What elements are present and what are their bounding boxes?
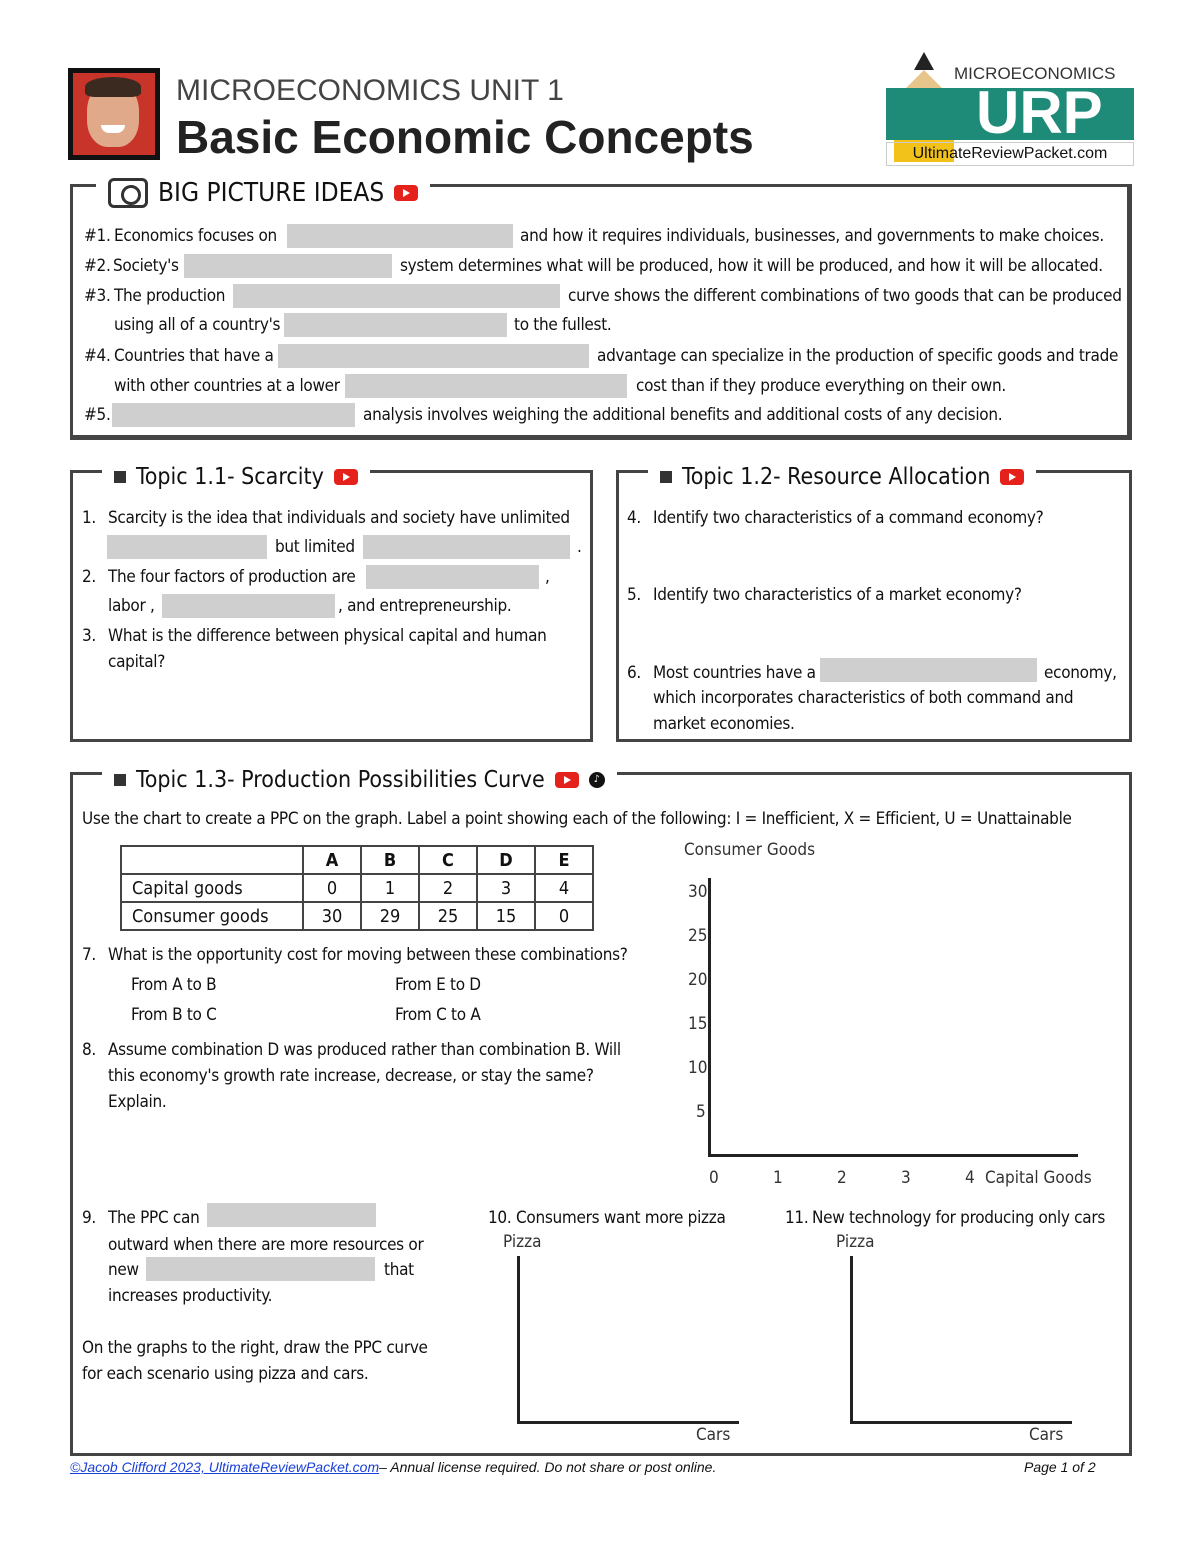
q10-text: Consumers want more pizza bbox=[516, 1208, 726, 1228]
topic-1-3-title: Topic 1.3- Production Possibilities Curve bbox=[136, 767, 545, 793]
idea-2-number: #2. bbox=[84, 256, 111, 276]
q9-text-line3: new bbox=[108, 1260, 139, 1280]
q7-number: 7. bbox=[82, 945, 96, 965]
q7-from-e-to-d: From E to D bbox=[395, 975, 481, 995]
table-corner bbox=[121, 846, 303, 874]
youtube-icon[interactable] bbox=[334, 469, 358, 485]
q7-from-b-to-c: From B to C bbox=[131, 1005, 217, 1025]
q5-number: 5. bbox=[627, 585, 641, 605]
footer-note: – Annual license required. Do not share or post online. bbox=[379, 1459, 717, 1475]
table-row-label: Consumer goods bbox=[121, 902, 303, 930]
q1-text: Scarcity is the idea that individuals and society have unlimited bbox=[108, 508, 570, 528]
q9-blank-a[interactable] bbox=[207, 1203, 376, 1227]
q1-text-mid: but limited bbox=[275, 537, 355, 557]
q6-blank[interactable] bbox=[820, 658, 1037, 682]
q3-text: What is the difference between physical capital and human bbox=[108, 626, 547, 646]
big-picture-heading bbox=[96, 176, 430, 210]
q1-text-end: . bbox=[577, 537, 582, 557]
draw-instruction-line2: for each scenario using pizza and cars. bbox=[82, 1364, 369, 1384]
tiktok-icon[interactable]: ♪ bbox=[589, 772, 605, 788]
q7-text: What is the opportunity cost for moving between these combinations? bbox=[108, 945, 628, 965]
y-tick-label: 25 bbox=[688, 926, 708, 946]
idea-1-text: Economics focuses on bbox=[114, 226, 277, 246]
table-cell: 2 bbox=[419, 874, 477, 902]
idea-1-text-end: and how it requires individuals, businesses, and governments to make choices. bbox=[520, 226, 1104, 246]
youtube-icon[interactable] bbox=[1000, 469, 1024, 485]
page-number: Page 1 of 2 bbox=[1024, 1459, 1096, 1475]
q9-text: The PPC can bbox=[108, 1208, 200, 1228]
table-header: C bbox=[419, 846, 477, 874]
topic-1-3-heading bbox=[102, 763, 617, 797]
x-tick-label: 0 bbox=[709, 1168, 719, 1188]
table-cell: 0 bbox=[535, 902, 593, 930]
idea-4-text-mid: advantage can specialize in the production of specific goods and trade bbox=[597, 346, 1119, 366]
q2-blank-b[interactable] bbox=[162, 594, 335, 618]
topic-1-2-heading bbox=[648, 460, 1036, 494]
idea-3-number: #3. bbox=[84, 286, 111, 306]
idea-5-blank[interactable] bbox=[112, 403, 355, 427]
q1-blank-b[interactable] bbox=[363, 535, 570, 559]
q6-text-line3: market economies. bbox=[653, 714, 795, 734]
q4-number: 4. bbox=[627, 508, 641, 528]
q9-text-mid: that bbox=[384, 1260, 414, 1280]
x-tick-label: 4 bbox=[965, 1168, 975, 1188]
table-cell: 30 bbox=[303, 902, 361, 930]
footer bbox=[70, 1459, 716, 1475]
square-bullet-icon bbox=[114, 471, 126, 483]
idea-3-blank-b[interactable] bbox=[284, 313, 507, 337]
q8-text: Assume combination D was produced rather than combination B. Will bbox=[108, 1040, 621, 1060]
idea-2-text: Society's bbox=[113, 256, 179, 276]
page-title: Basic Economic Concepts bbox=[176, 111, 754, 163]
idea-5-number: #5. bbox=[84, 405, 111, 425]
q6-text-mid: economy, bbox=[1044, 663, 1117, 683]
y-tick-label: 5 bbox=[696, 1102, 706, 1122]
q8-text-line2: this economy's growth rate increase, decrease, or stay the same? bbox=[108, 1066, 594, 1086]
idea-2-blank[interactable] bbox=[184, 254, 392, 278]
q8-text-line3: Explain. bbox=[108, 1092, 167, 1112]
table-cell: 1 bbox=[361, 874, 419, 902]
q11-x-axis bbox=[850, 1421, 1072, 1424]
table-row bbox=[121, 902, 593, 930]
x-tick-label: 1 bbox=[773, 1168, 783, 1188]
x-tick-label: 2 bbox=[837, 1168, 847, 1188]
q11-y-label: Pizza bbox=[836, 1232, 875, 1252]
big-picture-title: BIG PICTURE IDEAS bbox=[158, 178, 385, 208]
q6-number: 6. bbox=[627, 663, 641, 683]
table-cell: 29 bbox=[361, 902, 419, 930]
idea-4-blank-a[interactable] bbox=[278, 344, 589, 368]
author-photo bbox=[68, 68, 160, 160]
q4-text: Identify two characteristics of a command economy? bbox=[653, 508, 1044, 528]
draw-instruction: On the graphs to the right, draw the PPC curve bbox=[82, 1338, 428, 1358]
idea-3-blank-a[interactable] bbox=[233, 284, 560, 308]
q11-x-label: Cars bbox=[1029, 1425, 1064, 1445]
q5-text: Identify two characteristics of a market economy? bbox=[653, 585, 1022, 605]
idea-3-text-end: to the fullest. bbox=[514, 315, 612, 335]
q11-text: New technology for producing only cars bbox=[812, 1208, 1106, 1228]
table-row bbox=[121, 874, 593, 902]
table-cell: 25 bbox=[419, 902, 477, 930]
ppc-graph[interactable] bbox=[660, 836, 1100, 1196]
y-tick-label: 20 bbox=[688, 970, 708, 990]
q7-from-c-to-a: From C to A bbox=[395, 1005, 481, 1025]
idea-5-text: analysis involves weighing the additional benefits and additional costs of any decision. bbox=[363, 405, 1003, 425]
y-axis bbox=[708, 878, 711, 1156]
q9-text-line2: outward when there are more resources or bbox=[108, 1235, 424, 1255]
youtube-icon[interactable] bbox=[394, 185, 418, 201]
table-header: D bbox=[477, 846, 535, 874]
q2-text-line2: labor , bbox=[108, 596, 155, 616]
y-tick-label: 15 bbox=[688, 1014, 708, 1034]
q11-number: 11. bbox=[785, 1208, 809, 1228]
table-cell: 15 bbox=[477, 902, 535, 930]
idea-4-blank-b[interactable] bbox=[345, 374, 627, 398]
q11-y-axis bbox=[850, 1256, 853, 1424]
q9-text-line4: increases productivity. bbox=[108, 1286, 273, 1306]
x-axis bbox=[708, 1154, 1078, 1157]
footer-link[interactable]: ©Jacob Clifford 2023, UltimateReviewPacket.com bbox=[70, 1459, 380, 1475]
q1-blank-a[interactable] bbox=[107, 535, 267, 559]
q10-x-label: Cars bbox=[696, 1425, 731, 1445]
table-cell: 3 bbox=[477, 874, 535, 902]
camera-icon bbox=[108, 178, 148, 208]
table-cell: 0 bbox=[303, 874, 361, 902]
topic-1-1-heading bbox=[102, 460, 370, 494]
table-cell: 4 bbox=[535, 874, 593, 902]
table-header: A bbox=[303, 846, 361, 874]
idea-2-text-end: system determines what will be produced, how it will be produced, and how it will be allocated. bbox=[400, 256, 1103, 276]
big-picture-box bbox=[70, 184, 1132, 440]
q2-blank-a[interactable] bbox=[366, 565, 539, 589]
urp-logo: MICROECONOMICS URP UltimateReviewPacket.com bbox=[886, 52, 1134, 168]
q8-number: 8. bbox=[82, 1040, 96, 1060]
ppc-instructions: Use the chart to create a PPC on the graph. Label a point showing each of the following: I = Inefficient, X = Efficient, U = Unattainable bbox=[82, 809, 1072, 829]
table-header: E bbox=[535, 846, 593, 874]
q9-number: 9. bbox=[82, 1208, 96, 1228]
q3-text-line2: capital? bbox=[108, 652, 166, 672]
x-axis-label: Capital Goods bbox=[985, 1168, 1092, 1188]
y-tick-label: 30 bbox=[688, 882, 708, 902]
idea-4-text-end: cost than if they produce everything on their own. bbox=[636, 376, 1006, 396]
q2-text-end: , and entrepreneurship. bbox=[338, 596, 512, 616]
q2-comma: , bbox=[545, 567, 550, 587]
ppc-table bbox=[120, 845, 594, 931]
q10-y-label: Pizza bbox=[503, 1232, 542, 1252]
q7-from-a-to-b: From A to B bbox=[131, 975, 217, 995]
idea-4-text: Countries that have a bbox=[114, 346, 274, 366]
unit-label: MICROECONOMICS UNIT 1 bbox=[176, 74, 564, 107]
q1-number: 1. bbox=[82, 508, 96, 528]
y-axis-label: Consumer Goods bbox=[684, 840, 816, 860]
q10-number: 10. bbox=[488, 1208, 512, 1228]
q2-number: 2. bbox=[82, 567, 96, 587]
q10-x-axis bbox=[517, 1421, 739, 1424]
q2-text: The four factors of production are bbox=[108, 567, 356, 587]
x-tick-label: 3 bbox=[901, 1168, 911, 1188]
y-tick-label: 10 bbox=[688, 1058, 708, 1078]
table-header: B bbox=[361, 846, 419, 874]
idea-3-text-mid: curve shows the different combinations of two goods that can be produced bbox=[568, 286, 1122, 306]
square-bullet-icon bbox=[660, 471, 672, 483]
idea-1-blank[interactable] bbox=[287, 224, 513, 248]
idea-4-text-line2: with other countries at a lower bbox=[114, 376, 340, 396]
topic-1-2-title: Topic 1.2- Resource Allocation bbox=[682, 464, 991, 490]
topic-1-1-title: Topic 1.1- Scarcity bbox=[136, 464, 324, 490]
q9-blank-b[interactable] bbox=[146, 1257, 375, 1281]
square-bullet-icon bbox=[114, 774, 126, 786]
q10-y-axis bbox=[517, 1256, 520, 1424]
q6-text: Most countries have a bbox=[653, 663, 816, 683]
idea-3-text-line2: using all of a country's bbox=[114, 315, 281, 335]
youtube-icon[interactable] bbox=[555, 772, 579, 788]
q3-number: 3. bbox=[82, 626, 96, 646]
idea-4-number: #4. bbox=[84, 346, 111, 366]
table-row-label: Capital goods bbox=[121, 874, 303, 902]
idea-1-number: #1. bbox=[84, 226, 111, 246]
idea-3-text: The production bbox=[114, 286, 226, 306]
q6-text-line2: which incorporates characteristics of both command and bbox=[653, 688, 1074, 708]
